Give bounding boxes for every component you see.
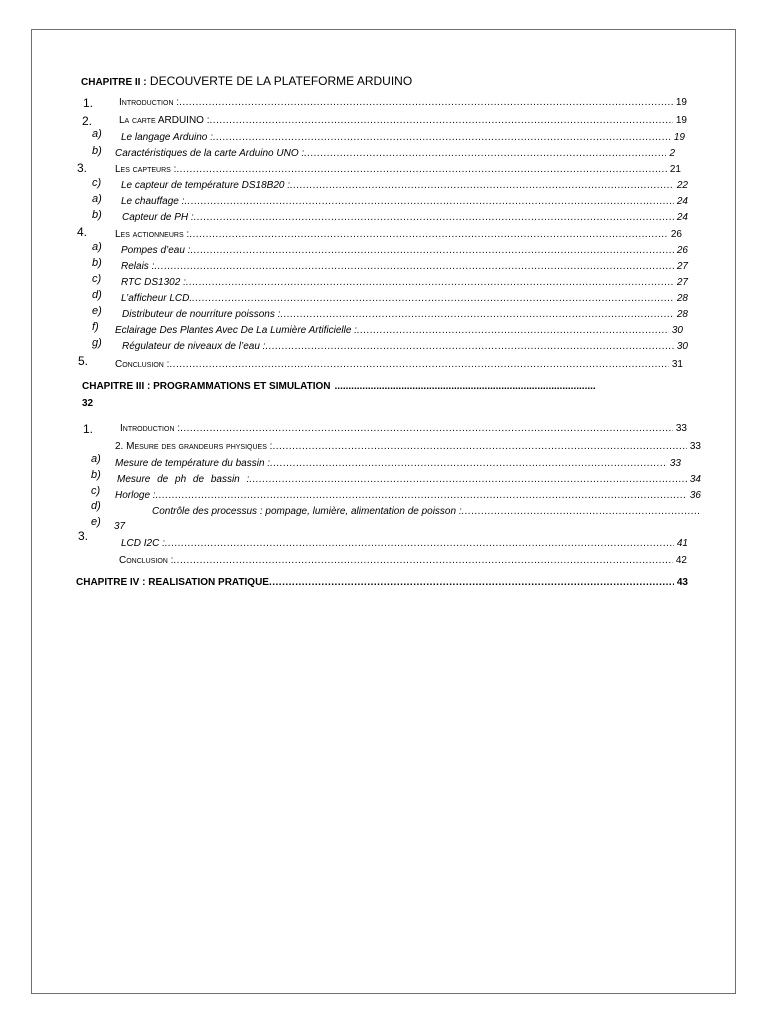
toc-entry[interactable]: [122, 342, 688, 352]
toc-entry[interactable]: [119, 98, 687, 108]
toc-letter: b): [92, 209, 102, 221]
toc-entry[interactable]: [115, 230, 682, 240]
toc-entry[interactable]: [115, 326, 683, 336]
toc-entry-label: Caractéristiques de la carte Arduino UNO :: [115, 148, 305, 159]
toc-page: 24: [676, 212, 688, 223]
toc-letter: a): [92, 241, 102, 253]
toc-page: 30: [671, 325, 683, 336]
toc-leader: [290, 181, 674, 191]
toc-entry[interactable]: [121, 133, 685, 143]
toc-page: 19: [675, 115, 687, 126]
toc-entry-label: LCD I2C :: [121, 538, 165, 549]
toc-entry-label: Conclusion :: [115, 359, 170, 370]
toc-entry[interactable]: [121, 197, 688, 207]
toc-entry[interactable]: [121, 262, 688, 272]
toc-entry-label: Les capteurs :: [115, 164, 177, 175]
toc-page: 33: [675, 423, 687, 434]
chapter-4-heading[interactable]: [76, 578, 688, 588]
toc-entry-label: Le capteur de température DS18B20 :: [121, 180, 290, 191]
toc-letter: b): [92, 257, 102, 269]
toc-entry-label: Mesure de température du bassin :: [115, 458, 271, 469]
toc-number: 2.: [82, 114, 93, 128]
toc-letter: c): [91, 485, 101, 497]
toc-letter: e): [91, 516, 101, 528]
toc-letter: c): [92, 177, 102, 189]
toc-leader: [357, 326, 669, 336]
toc-page: 34: [689, 474, 701, 485]
toc-entry[interactable]: [120, 424, 687, 434]
toc-page: 36: [689, 490, 701, 501]
toc-page: 26: [676, 245, 688, 256]
toc-number: 1.: [83, 422, 94, 436]
toc-leader: [186, 278, 674, 288]
toc-letter: a): [92, 128, 102, 140]
toc-leader: [173, 556, 672, 566]
toc-page: 24: [676, 196, 688, 207]
toc-entry-label: Horloge :: [115, 490, 156, 501]
toc-letter: b): [91, 469, 101, 481]
toc-letter: a): [91, 453, 101, 465]
toc-entry[interactable]: [119, 556, 687, 566]
toc-letter: b): [92, 145, 102, 157]
toc-entry[interactable]: [115, 459, 681, 469]
toc-entry-label: 2. Mesure des grandeurs physiques :: [115, 441, 273, 452]
toc-leader: [156, 491, 687, 501]
chapter-2-prefix: CHAPITRE II :: [81, 77, 147, 88]
toc-letter: d): [92, 289, 102, 301]
toc-page: 33: [669, 458, 681, 469]
chapter-2-heading: [81, 75, 412, 88]
toc-page: 19: [673, 132, 685, 143]
toc-page: 2: [669, 148, 675, 159]
toc-entry-label: Le langage Arduino :: [121, 132, 213, 143]
toc-entry[interactable]: [121, 294, 688, 304]
toc-entry-label: L’afficheur LCD.: [121, 293, 193, 304]
toc-entry[interactable]: [115, 165, 681, 175]
toc-leader: [192, 294, 674, 304]
toc-leader: [304, 149, 666, 159]
toc-page: 42: [675, 555, 687, 566]
toc-entry-label: Introduction :: [120, 423, 181, 434]
toc-page: 41: [676, 538, 688, 549]
toc-leader: [165, 539, 674, 549]
toc-letter: f): [92, 321, 99, 333]
toc-entry[interactable]: [117, 475, 701, 485]
toc-entry[interactable]: [121, 539, 688, 549]
chapter-4-title: CHAPITRE IV : REALISATION PRATIQUE: [76, 577, 269, 588]
toc-letter: c): [92, 273, 102, 285]
toc-leader: [191, 246, 674, 256]
toc-entry-label: Relais :: [121, 261, 155, 272]
toc-page: 26: [670, 229, 682, 240]
toc-page: 28: [676, 309, 688, 320]
toc-number: 5.: [78, 354, 89, 368]
toc-entry[interactable]: [121, 278, 688, 288]
toc-letter: a): [92, 193, 102, 205]
toc-number: 3.: [77, 161, 88, 175]
toc-page: 28: [676, 293, 688, 304]
toc-leader: [194, 213, 674, 223]
toc-leader: ..............................................................................................: [334, 381, 596, 392]
chapter-3-title: CHAPITRE III : PROGRAMMATIONS ET SIMULATION: [82, 381, 331, 392]
toc-leader: [272, 442, 686, 452]
toc-leader: [189, 230, 668, 240]
toc-number: 3.: [78, 529, 89, 543]
toc-leader: [154, 262, 674, 272]
toc-page: 43: [676, 577, 688, 588]
toc-number: 1.: [83, 96, 94, 110]
toc-number: 4.: [77, 225, 88, 239]
toc-leader: [280, 310, 673, 320]
toc-page: 30: [676, 341, 688, 352]
toc-letter: e): [92, 305, 102, 317]
chapter-2-title: DECOUVERTE DE LA PLATEFORME ARDUINO: [149, 74, 413, 88]
toc-entry-label: Conclusion :: [119, 555, 174, 566]
toc-entry[interactable]: [119, 116, 687, 126]
toc-page: 27: [676, 261, 688, 272]
toc-entry[interactable]: [115, 491, 701, 501]
toc-entry-label: Le chauffage :: [121, 196, 185, 207]
toc-letter: g): [92, 337, 102, 349]
toc-entry-label: Pompes d’eau :: [121, 245, 191, 256]
toc-leader: [169, 360, 668, 370]
toc-entry[interactable]: [121, 246, 688, 256]
toc-page: 27: [676, 277, 688, 288]
toc-entry[interactable]: [122, 213, 688, 223]
toc-entry-label: RTC DS1302 :: [121, 277, 186, 288]
chapter-3-heading[interactable]: [82, 382, 675, 392]
toc-entry-label: Les actionneurs :: [115, 229, 190, 240]
toc-entry[interactable]: [152, 507, 699, 517]
toc-entry-label: Mesure de ph de bassin :: [117, 474, 250, 485]
toc-leader: [210, 116, 673, 126]
toc-entry-label: Eclairage Des Plantes Avec De La Lumière Artificielle :: [115, 325, 357, 336]
toc-page: 37: [114, 521, 126, 532]
toc-leader: [249, 475, 687, 485]
toc-letter: d): [91, 500, 101, 512]
toc-entry[interactable]: [115, 442, 701, 452]
toc-leader: [213, 133, 671, 143]
toc-entry-label: Régulateur de niveaux de l’eau :: [122, 341, 266, 352]
toc-entry-label: Distributeur de nourriture poissons :: [122, 309, 281, 320]
toc-entry-label: Contrôle des processus : pompage, lumière, alimentation de poisson :: [152, 506, 462, 517]
toc-entry-label: La carte ARDUINO :: [119, 115, 210, 126]
toc-page: 22: [676, 180, 688, 191]
toc-leader: [179, 98, 673, 108]
toc-entry[interactable]: [115, 360, 683, 370]
toc-leader: [269, 578, 674, 588]
toc-page: 31: [671, 359, 683, 370]
toc-leader: [462, 507, 699, 517]
toc-page: 21: [669, 164, 681, 175]
toc-entry-label: Capteur de PH :: [122, 212, 194, 223]
toc-entry[interactable]: [122, 310, 688, 320]
toc-page: 19: [675, 97, 687, 108]
toc-leader: [270, 459, 667, 469]
toc-entry[interactable]: [121, 181, 688, 191]
toc-entry[interactable]: [115, 149, 675, 159]
toc-entry-label: Introduction :: [119, 97, 180, 108]
toc-leader: [176, 165, 667, 175]
toc-page: 33: [689, 441, 701, 452]
toc-leader: [265, 342, 673, 352]
toc-leader: [180, 424, 673, 434]
chapter-3-page: 32: [82, 398, 94, 409]
toc-leader: [184, 197, 673, 207]
